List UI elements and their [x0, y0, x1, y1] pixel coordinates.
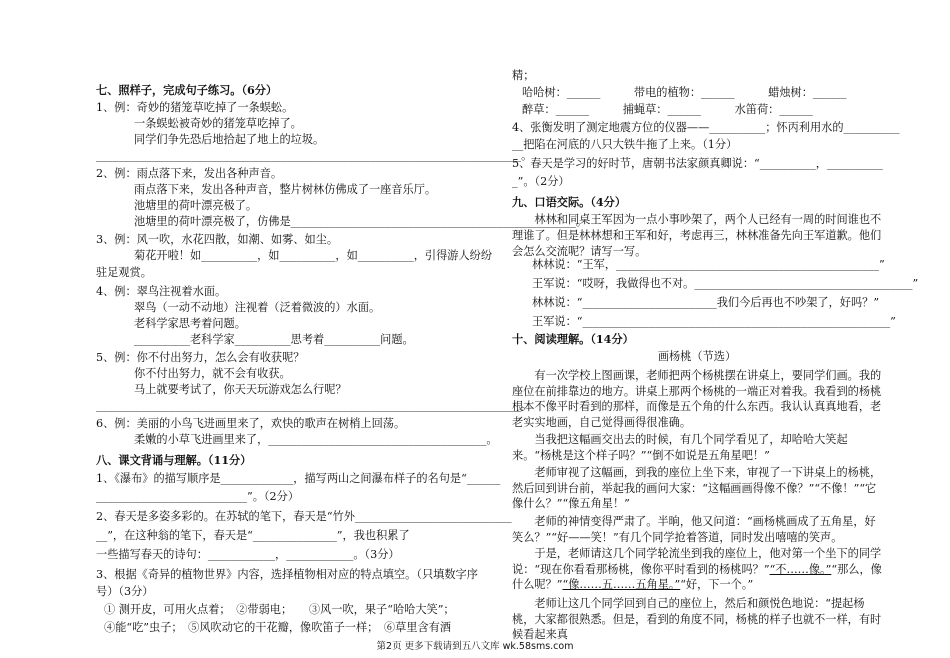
section-9-title: 九、口语交际。（4分）: [512, 195, 627, 209]
p5-question: “那么，像什么呢？”: [512, 562, 882, 591]
s7-q2-example: 2、例：雨点落下来，发出各种声音。: [96, 167, 283, 180]
s7-q1-answer-blank[interactable]: ____________________________________________________________________________。: [96, 149, 533, 162]
p5-next: “好，下一个。”: [680, 578, 754, 591]
s7-q4-example: 4、例：翠鸟注视着水面。: [96, 285, 227, 298]
story-title: 画杨桃（节选）: [657, 350, 737, 363]
section-7-title: 七、照样子，完成句子练习。（6分）: [96, 83, 278, 97]
s8-q3-plants-row1[interactable]: 哈哈树：______ 带电的植物：______ 蜡烛树：______: [522, 86, 847, 99]
s8-q3-continue: 精；: [512, 69, 535, 82]
s8-q3-options-2: ④能“吃”虫子； ⑤风吹动它的干花瓣，像吹笛子一样； ⑥草里含有酒: [104, 621, 452, 634]
s8-q3-plants-row2[interactable]: 醉草：______ 捕蝇草：______ 水笛荷：______: [522, 103, 813, 116]
s9-dialog-2[interactable]: 王军说：“哎呀，我做得也不对。_______________________________________”: [532, 277, 919, 290]
s7-q2-answer-blank[interactable]: 池塘里的荷叶漂亮极了，仿佛是___________________________________________________。: [134, 215, 588, 228]
s9-dialog-4[interactable]: 王军说：“_______________________________________________________”: [532, 315, 896, 328]
s7-q5-example: 5、例：你不付出努力，怎么会有收获呢？: [96, 351, 305, 364]
section-8-title: 八、课文背诵与理解。（11分）: [96, 453, 252, 467]
s8-q1-line1[interactable]: 1、《瀑布》的描写顺序是_____________，描写两山之间瀑布样子的名句是“______: [96, 472, 501, 485]
story-paragraph-5: [512, 546, 882, 593]
p5-reply-underlined: “不……像。”: [769, 562, 832, 576]
s8-q2-line2[interactable]: __”，在这种翁的笔下，春天是“_______________”，我也积累了: [96, 529, 410, 542]
s9-dialog-1[interactable]: 林林说：“王军，_______________________________________________”: [532, 258, 885, 271]
story-paragraph-2: 当我把这幅画交出去的时候，有几个同学看见了，却哈哈大笑起来。“杨桃是这个样子吗？”“倒不如说是五角星吧！”: [512, 433, 848, 462]
story-paragraph-4: 老师的神情变得严肃了。半晌，他又问道：“画杨桃画成了五角星，好笑么？”“好——笑！”有几个同学抢着答道，同时发出嘻嘻的笑声。: [512, 515, 876, 544]
s8-q4-line1[interactable]: 4、张衡发明了测定地震方位的仪器——__________；怀丙利用水的__________: [512, 121, 900, 134]
s7-q6-answer-blank[interactable]: 柔嫩的小草飞进画里来了，_______________________________________。: [134, 433, 498, 446]
s7-q1-example: 1、例：奇妙的猪笼草吃掉了一条蜈蚣。: [96, 101, 294, 114]
s8-q4-line2[interactable]: __把陷在河底的八只大铁牛拖了上来。（1分）: [512, 138, 738, 151]
s8-q5-line1[interactable]: 5、春天是学习的好时节，唐朝书法家颜真卿说：“__________，__________: [512, 157, 883, 170]
s7-q1-rewrite: 一条蜈蚣被奇妙的猪笼草吃掉了。: [134, 117, 302, 130]
s7-q5-task: 马上就要考试了，你天天玩游戏怎么行呢？: [134, 383, 347, 396]
s7-q3-continue: 驻足观赏。: [96, 266, 152, 279]
story-paragraph-1: 有一次学校上图画课，老师把两个杨桃摆在讲桌上，要同学们画。我的座位在前排靠边的地方。讲桌上那两个杨桃的一端正对着我。我看到的杨桃根本不像平时看到的那样，而像是五个角的什么东西。我认认真真地看，老老实实地画，自己觉得画得很准确。: [512, 369, 882, 429]
section-10-title: 十、阅读理解。（14分）: [512, 332, 634, 346]
s8-q2-line3[interactable]: 一些描写春天的诗句：____________，____________。（3分）: [96, 548, 400, 561]
p5-lead: 于是，老师请这几个同学轮流坐到我的座位上，他对第一个坐下的同学说：“现在你看看那杨桃，像你平时看到的杨桃吗？”: [512, 547, 882, 576]
page-footer: 第2页 更多下载请到五八文库 wk.58sms.com: [376, 641, 574, 652]
s8-q1-line2[interactable]: ___________________________”。（2分）: [96, 490, 300, 503]
s7-q6-example: 6、例：美丽的小鸟飞进画里来了，欢快的歌声在树梢上回荡。: [96, 417, 406, 430]
s8-q5-line2[interactable]: _”。（2分）: [512, 175, 570, 188]
s7-q4-task: 老科学家思考着问题。: [134, 317, 246, 330]
s7-q4-rewrite: 翠鸟（一动不动地）注视着（泛着微波的）水面。: [134, 301, 381, 314]
s7-q4-answer-blank[interactable]: __________老科学家__________思考着__________问题。: [134, 333, 414, 346]
s7-q2-rewrite: 雨点落下来，发出各种声音，整片树林仿佛成了一座音乐厅。: [134, 183, 437, 196]
s7-q3-answer-blank[interactable]: 菊花开啦！如__________，如__________，如__________，引得游人纷纷: [134, 249, 493, 262]
s7-q2-task: 池塘里的荷叶漂亮极了。: [134, 199, 258, 212]
s7-q5-rewrite: 你不付出努力，就不会有收获。: [134, 367, 291, 380]
s7-q5-answer-blank[interactable]: ____________________________________________________________________________。: [96, 399, 533, 412]
p5-answer-underlined: “像……五……五角星。”: [562, 578, 681, 591]
story-paragraph-3: 老师审视了这幅画，到我的座位上坐下来，审视了一下讲桌上的杨桃，然后回到讲台前，举起我的画问大家：“这幅画画得像不像？”“不像！”“它像什么？”“像五角星！”: [512, 466, 882, 510]
s9-dialog-3[interactable]: 林林说：“________________________我们今后再也不吵架了，好吗？”: [532, 296, 880, 309]
s7-q1-task: 同学们争先恐后地拾起了地上的垃圾。: [134, 133, 325, 146]
s9-scenario: 林林和同桌王军因为一点小事吵架了，两个人已经有一周的时间谁也不理谁了。但是林林想和王军和好，考虑再三，林林准备先向王军道歉。他们会怎么交流呢？请写一写。: [512, 213, 882, 258]
s8-q2-line1[interactable]: 2、春天是多姿多彩的。在苏轼的笔下，春天是“竹外____________________________: [96, 510, 512, 523]
s7-q3-example: 3、例：风一吹，水花四散，如潮、如雾、如尘。: [96, 233, 339, 246]
s8-q3-line2: 号）（3分）: [96, 585, 154, 598]
story-paragraph-6: 老师让这几个同学回到自己的座位上，然后和颜悦色地说：“提起杨桃，大家都很熟悉。但是，看到的角度不同，杨桃的样子也就不一样，有时候看起来真: [512, 597, 882, 641]
s8-q3-options-1: ① 测开皮，可用火点着； ②带弱电； ③风一吹，果子“哈哈大笑”；: [104, 603, 455, 616]
s8-q3-line1: 3、根据《奇异的植物世界》内容，选择植物相对应的特点填空。（只填数字序: [96, 568, 478, 581]
